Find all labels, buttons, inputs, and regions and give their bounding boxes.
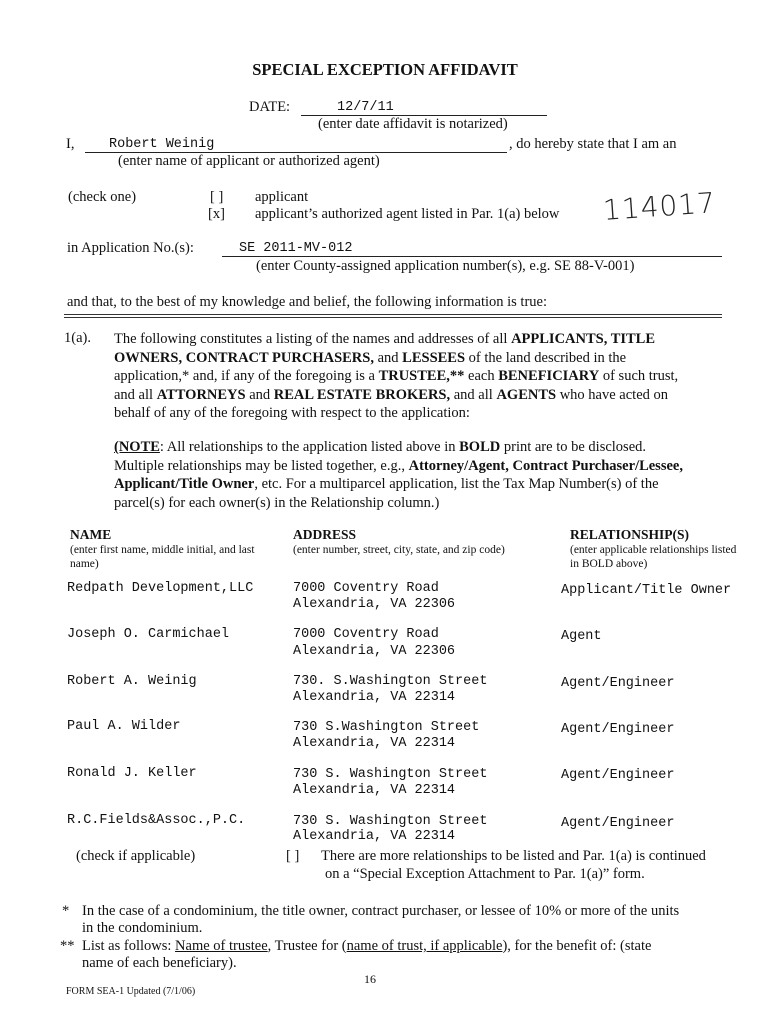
row-address-line2: Alexandria, VA 22306 [293, 644, 456, 659]
divider-bottom [64, 317, 722, 318]
row-name: R.C.Fields&Assoc.,P.C. [67, 813, 246, 828]
footnote-1-line1: In the case of a condominium, the title owner, contract purchaser, or lessee of 10% or more of the units [82, 903, 680, 919]
row-relationship: Agent/Engineer [561, 722, 675, 737]
application-hint: (enter County-assigned application number(s), e.g. SE 88-V-001) [256, 258, 635, 274]
row-address-line1: 730 S.Washington Street [293, 720, 480, 735]
continued-line2: on a “Special Exception Attachment to Par. 1(a)” form. [325, 866, 645, 882]
footnote-1-line2: in the condominium. [82, 920, 203, 936]
row-address-line2: Alexandria, VA 22314 [293, 829, 456, 844]
footnote-2-line1: List as follows: Name of trustee, Trustee for (name of trust, if applicable), for the benefit of: (state [82, 938, 652, 954]
footnote-2-line2: name of each beneficiary). [82, 955, 237, 971]
row-relationship: Agent/Engineer [561, 768, 675, 783]
section-1a-text: The following constitutes a listing of the names and addresses of all APPLICANTS, TITLE OWNERS, CONTRACT PURCHASERS, and LESSEES of the land described in the application,* and, if any of the foregoing is a TRUSTEE,** each BENEFICIARY of such trust, and all ATTORNEYS and REAL ESTATE BROKERS, and all AGENTS who have acted on behalf of any of the foregoing with respect to the application: [114, 331, 679, 421]
applicant-checkbox: [ ] [210, 189, 224, 205]
row-relationship: Applicant/Title Owner [561, 583, 732, 598]
handwritten-number: 114017 [601, 186, 717, 227]
row-address-line2: Alexandria, VA 22314 [293, 690, 456, 705]
applicant-option-label: applicant [255, 189, 309, 205]
row-name: Robert A. Weinig [67, 674, 197, 689]
divider-top [64, 314, 722, 315]
row-name: Joseph O. Carmichael [67, 627, 230, 642]
row-relationship: Agent [561, 629, 602, 644]
date-hint: (enter date affidavit is notarized) [318, 116, 508, 132]
belief-statement: and that, to the best of my knowledge and belief, the following information is true: [67, 294, 548, 310]
address-column-hint: (enter number, street, city, state, and zip code) [293, 544, 505, 556]
date-label: DATE: [249, 99, 291, 115]
note-block: (NOTE: All relationships to the application listed above in BOLD print are to be disclosed. Multiple relationships may be listed together, e.g., Attorney/Agent, Contract Purchaser/Lessee, Applicant/Title Owner, etc. For a multiparcel application, list the Tax Map Number(s) of the parcel(s) for each owner(s) in the Relationship column.) [114, 439, 683, 511]
agent-checkbox: [x] [208, 206, 225, 222]
row-name: Paul A. Wilder [67, 719, 181, 734]
page-number: 16 [364, 972, 376, 986]
row-address-line2: Alexandria, VA 22314 [293, 783, 456, 798]
application-label: in Application No.(s): [67, 240, 194, 256]
row-address-line2: Alexandria, VA 22314 [293, 736, 456, 751]
date-value: 12/7/11 [301, 100, 547, 116]
section-number: 1(a). [64, 330, 91, 346]
continued-label: (check if applicable) [76, 848, 196, 864]
statement-suffix: , do hereby state that I am an [509, 136, 677, 152]
agent-option-label: applicant’s authorized agent listed in Par. 1(a) below [255, 206, 560, 222]
row-relationship: Agent/Engineer [561, 816, 675, 831]
continued-line1: There are more relationships to be listed and Par. 1(a) is continued [321, 848, 706, 864]
continued-checkbox: [ ] [286, 848, 300, 864]
row-address-line1: 730 S. Washington Street [293, 814, 488, 829]
row-address-line1: 7000 Coventry Road [293, 581, 439, 596]
row-address-line1: 730 S. Washington Street [293, 767, 488, 782]
footnote-2-mark: ** [60, 938, 75, 954]
footnote-1-mark: * [62, 903, 70, 919]
statement-prefix: I, [66, 136, 75, 152]
row-name: Ronald J. Keller [67, 766, 197, 781]
name-column-header: NAME [70, 527, 112, 542]
applicant-name: Robert Weinig [85, 137, 507, 153]
row-address-line2: Alexandria, VA 22306 [293, 597, 456, 612]
check-one-label: (check one) [68, 189, 137, 205]
row-name: Redpath Development,LLC [67, 581, 254, 596]
form-id: FORM SEA-1 Updated (7/1/06) [66, 986, 196, 997]
page-title: SPECIAL EXCEPTION AFFIDAVIT [252, 60, 518, 79]
address-column-header: ADDRESS [293, 527, 357, 542]
row-relationship: Agent/Engineer [561, 676, 675, 691]
application-number: SE 2011-MV-012 [222, 241, 722, 257]
row-address-line1: 7000 Coventry Road [293, 627, 439, 642]
relationship-column-header: RELATIONSHIP(S) [570, 527, 690, 542]
name-column-hint: (enter first name, middle initial, and last name) [70, 544, 255, 570]
name-hint: (enter name of applicant or authorized agent) [118, 153, 380, 169]
relationship-column-hint: (enter applicable relationships listed in BOLD above) [570, 544, 737, 570]
row-address-line1: 730. S.Washington Street [293, 674, 488, 689]
